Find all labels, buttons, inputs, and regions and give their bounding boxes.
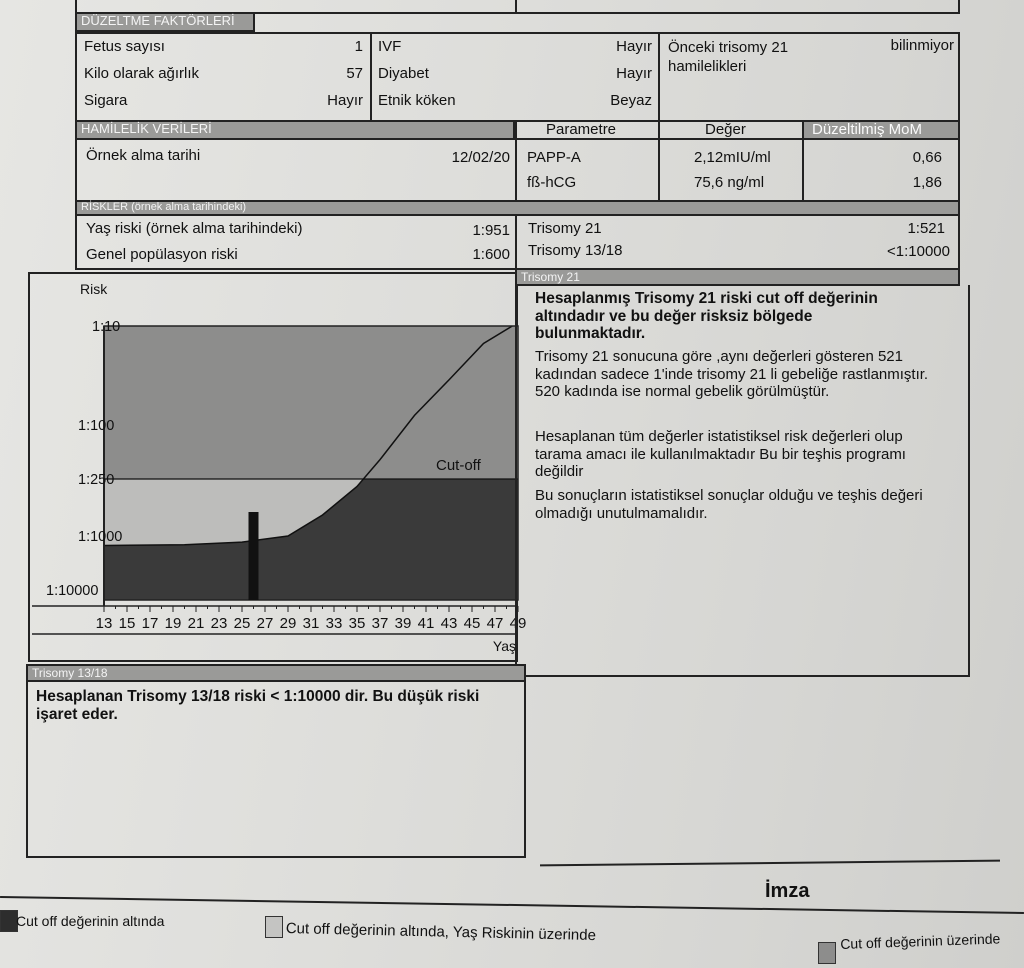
factors-divider-1 (370, 32, 372, 122)
x-tick-label: 29 (279, 615, 297, 632)
t21-risk-value: 1:521 (907, 220, 945, 237)
x-tick-label: 37 (371, 615, 389, 632)
diabetes-value: Hayır (616, 65, 652, 82)
y-tick-label: 1:1000 (78, 529, 123, 545)
t21-paragraph-3: Bu sonuçların istatistiksel sonuçlar olduğu ve teşhis değeri olmadığı unutulmamalıdır. (535, 487, 923, 522)
legend-above-swatch (818, 942, 836, 964)
t21-paragraph-2: Hesaplanan tüm değerler istatistiksel risk değerleri olup tarama amacı ile kullanılmaktadır Bu bir teşhis programı değildir (535, 428, 906, 480)
prev-t21-label: Önceki trisomy 21 hamilelikleri (668, 39, 789, 75)
general-risk-value: 1:600 (472, 246, 510, 263)
x-tick-label: 47 (486, 615, 504, 632)
x-tick-label: 21 (187, 615, 205, 632)
param-row-1-name: PAPP-A (527, 149, 581, 166)
legend-below-above-age-label: Cut off değerinin altında, Yaş Riskinin üzerinde (285, 920, 597, 945)
param-header-line (515, 138, 960, 140)
param-row-2-name: fß-hCG (527, 174, 577, 191)
x-tick-label: 25 (233, 615, 251, 632)
factors-box (75, 32, 960, 122)
legend-below-above-age-swatch (265, 916, 283, 938)
patient-age-marker (249, 512, 259, 600)
t21-section-header: Trisomy 21 (515, 268, 960, 286)
age-risk-value: 1:951 (472, 222, 510, 239)
x-tick-label: 45 (463, 615, 481, 632)
legend-below-label: Cut off değerinin altında (16, 913, 165, 929)
x-tick-label: 13 (95, 615, 113, 632)
param-row-1-mom: 0,66 (912, 149, 942, 166)
risk-chart (30, 300, 527, 660)
pregnancy-header: HAMİLELİK VERİLERİ (75, 120, 515, 140)
param-row-2-value: 75,6 ng/ml (694, 174, 765, 191)
prev-t21-value: bilinmiyor (890, 37, 954, 54)
x-tick-label: 19 (164, 615, 182, 632)
risks-divider (515, 214, 517, 270)
x-tick-label: 33 (325, 615, 343, 632)
param-col-header: Parametre (546, 121, 617, 138)
top-divider (515, 0, 517, 14)
t21-text-box (515, 285, 970, 677)
y-tick-label: 1:10000 (46, 583, 99, 599)
t1318-section-header: Trisomy 13/18 (26, 664, 526, 682)
x-tick-label: 43 (440, 615, 458, 632)
ethnic-label: Etnik köken (378, 92, 456, 109)
factors-divider-2 (658, 32, 660, 122)
value-col-header: Değer (705, 121, 746, 138)
age-risk-label: Yaş riski (örnek alma tarihindeki) (86, 220, 303, 237)
x-tick-label: 41 (417, 615, 435, 632)
general-risk-label: Genel popülasyon riski (86, 246, 238, 263)
t21-risk-label: Trisomy 21 (528, 220, 602, 237)
diabetes-label: Diyabet (378, 65, 429, 82)
cutoff-label: Cut-off (436, 457, 481, 474)
param-divider-1 (658, 120, 660, 202)
y-tick-label: 1:100 (78, 418, 115, 434)
legend-above-label: Cut off değerinin üzerinde (840, 930, 1001, 952)
weight-label: Kilo olarak ağırlık (84, 65, 200, 82)
y-tick-label: 1:250 (78, 472, 115, 488)
fetus-label: Fetus sayısı (84, 38, 165, 55)
ethnic-value: Beyaz (610, 92, 652, 109)
ivf-value: Hayır (616, 38, 652, 55)
mom-col-header: Düzeltilmiş MoM (812, 121, 923, 138)
param-row-2-mom: 1,86 (912, 174, 942, 191)
t1318-risk-label: Trisomy 13/18 (528, 242, 623, 259)
ivf-label: IVF (378, 38, 402, 55)
t1318-risk-value: <1:10000 (887, 243, 950, 260)
y-tick-label: 1:10 (92, 319, 121, 335)
weight-value: 57 (346, 65, 363, 82)
x-axis-label: Yaş (492, 638, 516, 654)
x-tick-label: 35 (348, 615, 366, 632)
sample-date-label: Örnek alma tarihi (86, 147, 201, 164)
signature-line (540, 860, 1000, 866)
x-tick-label: 15 (118, 615, 136, 632)
param-row-1-value: 2,12mIU/ml (694, 149, 771, 166)
signature-line-lower (0, 896, 1024, 914)
t21-paragraph-1: Trisomy 21 sonucuna göre ,aynı değerleri gösteren 521 kadından sadece 1'inde trisomy 21 li gebeliğe rastlanmıştır. 520 kadında ise normal gebelik görülmüştür. (535, 348, 929, 400)
x-tick-label: 49 (509, 615, 527, 632)
x-tick-label: 27 (256, 615, 274, 632)
sample-date-value: 12/02/20 (451, 149, 510, 166)
factors-header: DÜZELTME FAKTÖRLERİ (75, 12, 255, 32)
chart-title: Risk (80, 281, 108, 297)
x-tick-label: 23 (210, 615, 228, 632)
x-tick-label: 17 (141, 615, 159, 632)
risks-header: RİSKLER (örnek alma tarihindeki) (75, 200, 960, 216)
t21-bold-text: Hesaplanmış Trisomy 21 riski cut off değerinin altındadır ve bu değer risksiz bölgede bulunmaktadır. (535, 290, 878, 342)
param-divider-2 (802, 120, 804, 202)
smoking-label: Sigara (84, 92, 128, 109)
fetus-value: 1 (354, 38, 363, 55)
t1318-text: Hesaplanan Trisomy 13/18 riski < 1:10000 dir. Bu düşük riski işaret eder. (36, 688, 480, 723)
signature-label: İmza (765, 880, 810, 902)
x-tick-label: 39 (394, 615, 412, 632)
smoking-value: Hayır (327, 92, 363, 109)
x-tick-label: 31 (302, 615, 320, 632)
